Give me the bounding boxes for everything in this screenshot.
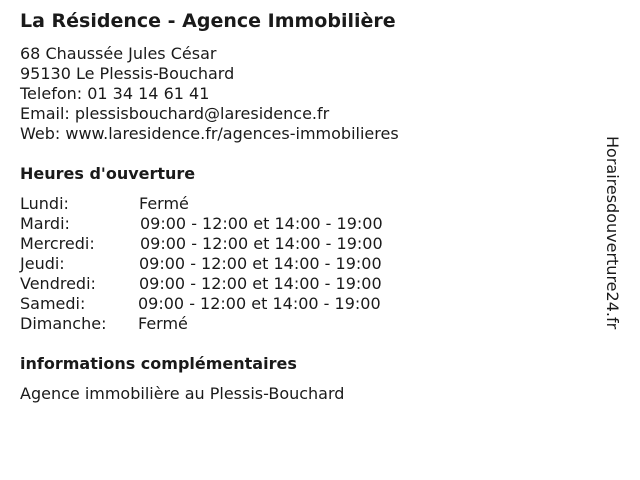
day-label: Lundi: [20, 194, 69, 213]
time-value: 09:00 - 12:00 et 14:00 - 19:00 [139, 274, 382, 293]
site-watermark: Horairesdouverture24.fr [603, 136, 622, 330]
page-title: La Résidence - Agence Immobilière [20, 10, 396, 32]
opening-hours-heading: Heures d'ouverture [20, 164, 196, 183]
day-label: Vendredi: [20, 274, 96, 293]
time-value: Fermé [138, 314, 188, 333]
address-city: 95130 Le Plessis-Bouchard [20, 64, 235, 83]
day-label: Jeudi: [20, 254, 65, 273]
day-label: Samedi: [20, 294, 86, 313]
address-block [20, 44, 399, 144]
time-value: 09:00 - 12:00 et 14:00 - 19:00 [138, 294, 381, 313]
day-label: Mercredi: [20, 234, 95, 253]
day-label: Mardi: [20, 214, 70, 233]
time-value: 09:00 - 12:00 et 14:00 - 19:00 [140, 234, 383, 253]
time-value: Fermé [139, 194, 189, 213]
time-value: 09:00 - 12:00 et 14:00 - 19:00 [139, 254, 382, 273]
time-value: 09:00 - 12:00 et 14:00 - 19:00 [140, 214, 383, 233]
email-address: Email: plessisbouchard@laresidence.fr [20, 104, 330, 123]
additional-info-heading: informations complémentaires [20, 354, 297, 373]
address-street: 68 Chaussée Jules César [20, 44, 217, 63]
website-url: Web: www.laresidence.fr/agences-immobilieres [20, 124, 399, 143]
additional-info-text: Agence immobilière au Plessis-Bouchard [20, 384, 345, 403]
day-label: Dimanche: [20, 314, 107, 333]
phone-number: Telefon: 01 34 14 61 41 [20, 84, 210, 103]
